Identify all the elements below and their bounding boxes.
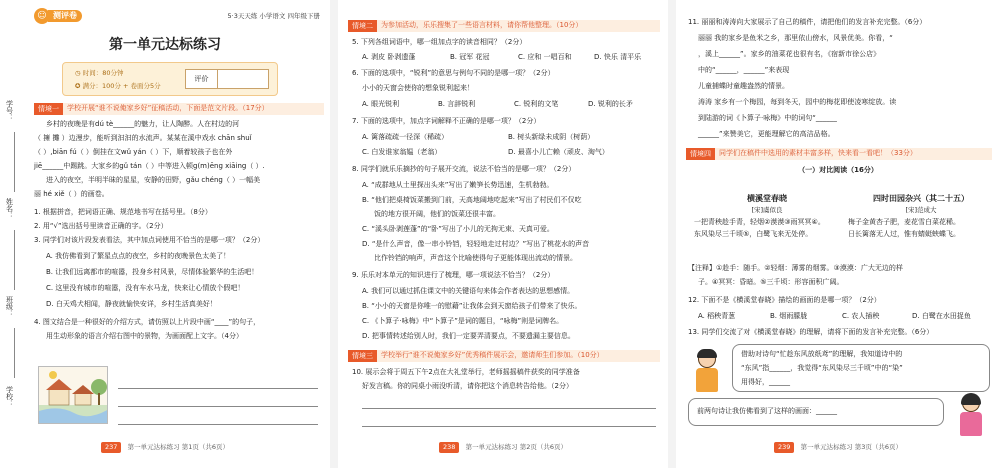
footer-text: 第一单元达标练习 第3页（共6页）: [800, 443, 902, 451]
q5-option-c[interactable]: C. 应和 一唱百和: [518, 53, 572, 61]
answer-line[interactable]: [118, 388, 318, 389]
question-9: 9. 乐乐对本单元的知识进行了梳理，哪一项说法不恰当？（2分）: [352, 271, 555, 279]
student-name-label: 姓名：: [5, 198, 14, 219]
footer-text: 第一单元达标练习 第1页（共6页）: [127, 443, 229, 451]
page-number: 239: [774, 442, 794, 453]
class-line[interactable]: [14, 328, 15, 378]
q8-option-b[interactable]: B. “他们把桌椅饭菜搬到门前，天高地阔地吃起来”写出了村民们不仅吃: [362, 196, 582, 204]
page-2: [338, 0, 668, 468]
question-2: 2. 用“√”选出括号里读音正确的字。（2分）: [34, 222, 168, 230]
q8-option-d-cont: 比作铃铛的响声，声音这个比喻使得句子更能体现出流动的情景。: [374, 254, 577, 262]
score-box: [185, 69, 269, 89]
q12-option-b[interactable]: B. 烟雨朦胧: [770, 312, 808, 320]
page-footer: [0, 442, 330, 453]
score-label: 评价: [186, 70, 218, 88]
poem-notes-cont: 子。④冥冥：昏暗。⑤三千顷：形容面积广阔。: [698, 278, 844, 286]
poem-1-line: 一把青秧趁手青，轻烟②漠漠③雨冥冥④。: [694, 217, 825, 226]
full-score: 满分：100分 + 卷面分5分: [82, 82, 161, 90]
section-1-header: [34, 103, 324, 115]
q9-option-d[interactable]: D. 把事情转述给别人时，我们一定要弄清要点，不要遗漏主要信息。: [362, 332, 575, 340]
passage-line: 乡村的夜晚是有dú tè______的魅力，让人陶醉。人在村边的河: [46, 120, 240, 128]
section-3-text: 学校举行“谁不说俺家乡好”优秀稿件展示会，邀请师生们参加。（10分）: [381, 351, 604, 360]
school-label: 学校：: [5, 386, 14, 407]
poem-2: [848, 194, 994, 239]
student-info-strip: [4, 90, 26, 430]
question-4-cont: 用生动形象的语言介绍右图中的景物，为画面配上文字。（4分）: [46, 332, 243, 340]
bubble-1-line: 借助对诗句“忙趁东风放纸鸢”的理解，我知道诗中的: [741, 350, 903, 358]
test-badge-text: 测评卷: [48, 10, 82, 23]
section-4-badge: 情境四: [686, 148, 715, 160]
q8-option-d[interactable]: D. “是什么声音，像一串小铃铛，轻轻地走过村边？”写出了桃花水的声音: [362, 240, 590, 248]
question-7: 7. 下面的选项中，加点字词解释不正确的是哪一项？（2分）: [352, 117, 541, 125]
q7-option-d[interactable]: D. 最喜小儿亡赖（顽皮、淘气）: [508, 148, 609, 156]
student-id-line[interactable]: [14, 132, 15, 192]
test-badge: [34, 8, 82, 24]
poem-1: [694, 194, 840, 239]
page-number: 237: [101, 442, 121, 453]
header-tag: 5·3天天练 小学语文 四年级下册: [227, 12, 320, 20]
bubble-2-text: 前两句诗让我仿佛看到了这样的画面：______: [697, 407, 837, 415]
q12-option-c[interactable]: C. 农人插秧: [842, 312, 880, 320]
footer-text: 第一单元达标练习 第2页（共6页）: [465, 443, 567, 451]
poem-notes: 【注释】①趁手：随手。②轻烟：薄雾的烟雾。③漠漠：广大无边的样: [688, 264, 903, 272]
q6-option-a[interactable]: A. 眼光锐利: [362, 100, 400, 108]
section-1-badge: 情境一: [34, 103, 63, 115]
section-4-text: 同学们在稿件中选用的素材丰富多样，快来看一看吧！（33分）: [719, 149, 917, 158]
class-label: 班级：: [5, 296, 14, 317]
q3-option-a[interactable]: A. 我仿佛看到了繁星点点的夜空，乡村的夜晚景色太美了！: [46, 252, 231, 260]
q9-option-c[interactable]: C. 《卜算子·咏梅》中“卜算子”是词的题目，“咏梅”则是词牌名。: [362, 317, 564, 325]
poem-2-line: 日长篱落无人过，惟有蜻蜓蛱蝶飞。: [848, 230, 960, 238]
page-3: [676, 0, 1000, 468]
poem-1-line: 东风染尽三千顷⑤，白鹭飞来无处停。: [694, 230, 813, 238]
time-limit: 时间：80分钟: [82, 69, 124, 77]
question-4: 4. 图文结合是一种很好的介绍方式，请仿照以上片段中画“____”的句子，: [34, 318, 261, 326]
section-1-text: 学校开展“谁不说俺家乡好”征稿活动，下面是范文片段。（17分）: [67, 104, 269, 113]
village-illustration: [38, 366, 108, 424]
page-number: 238: [439, 442, 459, 453]
q12-option-d[interactable]: D. 白鹭在水田捉鱼: [912, 312, 971, 320]
bubble-1-line: “东风”指______，我觉得“东风染尽三千顷”中的“染”: [741, 364, 903, 372]
section-2-header: [348, 20, 660, 32]
poem-2-author: [宋]范成大: [905, 205, 937, 214]
passage-line: jiē______中踢跳。大家乡的gǔ tán（ ）中等进入顿g(m)ēng xiāing（ ）.: [34, 162, 265, 170]
page-footer: [676, 442, 1000, 453]
poem-2-line: 梅子金黄杏子肥，麦花雪白菜花稀。: [848, 217, 960, 226]
q11-line: 丽丽 我的家乡是鱼米之乡，那里依山傍水，风景优美。你看，“: [698, 34, 893, 42]
q11-line: 儿童捕蝶时童趣盎然的情景。: [698, 82, 789, 90]
q6-example: 小小的天窗会使你的想象锐利起来！: [362, 84, 474, 92]
q8-option-b-cont: 饭的地方很开阔，他们的饭菜还很丰富。: [374, 210, 500, 218]
q8-option-a[interactable]: A. “成群地从土里探出头来”写出了嫩笋长势迅速，生机勃勃。: [362, 181, 554, 189]
girl-illustration: [956, 394, 986, 438]
section-2-badge: 情境二: [348, 20, 377, 32]
boy-illustration: [692, 350, 722, 394]
answer-line[interactable]: [362, 426, 656, 427]
reading-heading: （一）对比阅读（16分）: [798, 166, 878, 174]
student-name-line[interactable]: [14, 230, 15, 290]
passage-line: （ ）,biān fú（ ）倒挂在文wǔ yán（ ）下，顺着较孩子也在外: [34, 148, 233, 156]
star-icon: ✪: [75, 82, 83, 90]
speech-bubble-2: [688, 398, 944, 426]
q5-option-a[interactable]: A. 剥皮 卧剥遗蓬: [362, 53, 416, 61]
q11-line: 中的“______，______”来表现: [698, 66, 790, 74]
score-field[interactable]: [218, 70, 268, 88]
section-2-text: 为参加活动，乐乐搜集了一些语言材料，请你帮他整理。（10分）: [381, 21, 583, 30]
question-13: 13. 同学们交流了对《横溪堂春晓》的理解，请将下面的发言补充完整。（6分）: [688, 328, 934, 336]
q11-line: ______”来赞美它，更能理解它的高洁品格。: [698, 130, 835, 138]
page-footer: [338, 442, 668, 453]
answer-line[interactable]: [362, 408, 656, 409]
page-title: 第一单元达标练习: [109, 37, 221, 53]
answer-line[interactable]: [118, 406, 318, 407]
q6-option-d[interactable]: D. 锐利的长矛: [588, 100, 633, 108]
question-5: 5. 下列各组词语中，哪一组加点字的读音相同？（2分）: [352, 38, 527, 46]
answer-line[interactable]: [118, 424, 318, 425]
question-11: 11. 丽丽和涛涛向大家展示了自己的稿件，请把他们的发言补充完整。（6分）: [688, 18, 927, 26]
q11-line: 涛涛 家乡有一个梅园，每到冬天，园中的梅花即使凌寒绽放。读: [698, 98, 897, 106]
question-10-cont: 好发言稿。你的同桌小雨没听清，请你把这个消息转告给他。（2分）: [362, 382, 573, 390]
q3-option-c[interactable]: C. 这里没有城市的喧嚣，没有车水马龙，快来让心情放个假吧！: [46, 284, 245, 292]
section-3-badge: 情境三: [348, 350, 377, 362]
exam-info-box: [62, 62, 278, 96]
question-10: 10. 展示会将于周五下午2点在大礼堂举行，老师摇摇稿件获奖的同学准备: [352, 368, 580, 376]
speech-bubble-1: [732, 344, 990, 392]
q7-option-b[interactable]: B. 树头新绿未成阴（树荫）: [508, 133, 595, 141]
q5-option-d[interactable]: D. 快乐 清平乐: [594, 53, 642, 61]
passage-line: 丽 hé xiě（ ）的画卷。: [34, 190, 109, 198]
page-1: [0, 0, 330, 468]
question-3: 3. 同学们对该片段发表看法，其中加点词使用不恰当的是哪一项？（2分）: [34, 236, 265, 244]
q9-option-a[interactable]: A. 我们可以通过抓住课文中的关键语句来体会作者表达的思想感情。: [362, 287, 575, 295]
poem-1-author: [宋]虞似良: [751, 205, 783, 214]
q7-option-c[interactable]: C. 白发谁家翁媪（老翁）: [362, 148, 442, 156]
q6-option-c[interactable]: C. 锐利的文笔: [514, 100, 559, 108]
passage-line: 进入的夜空，半明半昧的星星，安静的田野，gǎu chéng（ ）一幅美: [46, 176, 261, 184]
smiley-icon: ☺: [34, 8, 50, 24]
q11-line: 到陆游的词《卜算子·咏梅》中的词句“______: [698, 114, 837, 122]
page-gutter: [330, 0, 338, 468]
clock-icon: ◷: [75, 69, 83, 77]
poem-comparison: [694, 194, 994, 288]
student-id-label: 学号：: [5, 100, 14, 121]
poem-1-title: 横溪堂春晓: [747, 194, 787, 203]
q3-option-d[interactable]: D. 白天鸡犬相闻，静夜就愉快安详，乡村生活真美好！: [46, 300, 217, 308]
passage-line: （ 擁 攤 ）边漫步，能听到汩汩的水流声。某某在溪中戏水 chān shuǐ: [34, 134, 252, 142]
q6-option-b[interactable]: B. 言辞锐利: [438, 100, 476, 108]
page-gutter: [668, 0, 676, 468]
section-3-header: [348, 350, 660, 362]
q8-option-c[interactable]: C. “溪头卧剥莲蓬”的“卧”写出了小儿的无拘无束、天真可爱。: [362, 225, 554, 233]
poem-2-title: 四时田园杂兴（其二十五）: [873, 194, 969, 203]
bubble-1-line: 用得好，______: [741, 378, 790, 386]
q9-option-b[interactable]: B. “小小的天窗是你唯一的慰藉”让我体会到天窗给孩子们带来了快乐。: [362, 302, 582, 310]
question-12: 12. 下面不是《横溪堂春晓》描绘的画面的是哪一项？（2分）: [688, 296, 881, 304]
question-8: 8. 同学们就乐乐摘抄的句子展开交流，说法不恰当的是哪一项？（2分）: [352, 165, 576, 173]
question-6: 6. 下面的选项中，“锐利”的意思与例句不同的是哪一项？（2分）: [352, 69, 555, 77]
q11-line: ，溪上______”。家乡的油菜花也很有名，《宿新市徐公店》: [698, 50, 881, 58]
section-4-header: [686, 148, 992, 160]
q12-option-a[interactable]: A. 稻秧青葱: [698, 312, 736, 320]
q5-option-b[interactable]: B. 冠军 花冠: [450, 53, 490, 61]
q3-option-b[interactable]: B. 让我们远离都市的喧嚣，投身乡村风景，尽情体验繁华的生活吧！: [46, 268, 259, 276]
question-1: 1. 根据拼音，把词语正确、规范地书写在括号里。（8分）: [34, 208, 212, 216]
q7-option-a[interactable]: A. 篱落疏疏一径深（稀疏）: [362, 133, 449, 141]
